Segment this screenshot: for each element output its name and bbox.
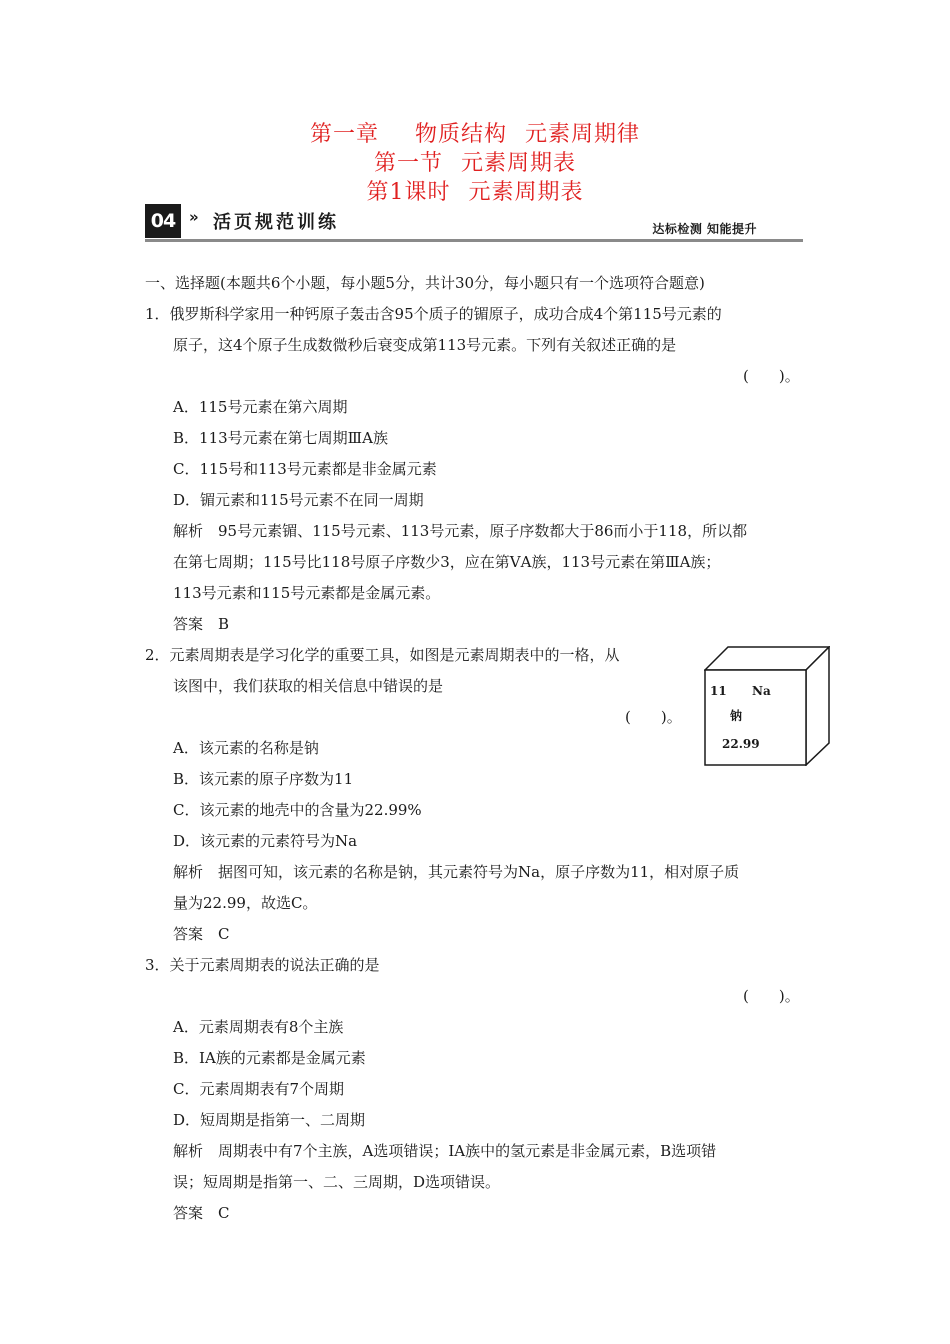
q2-option-d: D．该元素的元素符号为Na bbox=[173, 832, 358, 850]
q2-explanation-line1: 解析 据图可知，该元素的名称是钠，其元素符号为Na，原子序数为11，相对原子质 bbox=[173, 863, 740, 881]
q1-stem-line2: 原子，这4个原子生成数微秒后衰变成第113号元素。下列有关叙述正确的是 bbox=[173, 336, 677, 354]
chapter-subtopic: 元素周期律 bbox=[525, 122, 641, 147]
q1-option-a: A．115号元素在第六周期 bbox=[173, 398, 348, 416]
cell-name: 钠 bbox=[730, 709, 743, 723]
q1-explanation-line2: 在第七周期；115号比118号原子序数少3，应在第ⅤA族，113号元素在第ⅢA族； bbox=[173, 553, 721, 571]
title-line-2 bbox=[0, 149, 950, 178]
banner-rule bbox=[145, 239, 803, 242]
q2-stem-line1: 2．元素周期表是学习化学的重要工具，如图是元素周期表中的一格，从 bbox=[145, 646, 620, 664]
section-badge: 04 bbox=[145, 204, 181, 238]
q3-answer: 答案 C bbox=[173, 1204, 230, 1222]
q1-explanation-line3: 113号元素和115号元素都是金属元素。 bbox=[173, 584, 441, 602]
q3-option-d: D．短周期是指第一、二周期 bbox=[173, 1111, 366, 1129]
q1-stem-line1: 1．俄罗斯科学家用一种钙原子轰击含95个质子的镅原子，成功合成4个第115号元素的 bbox=[145, 305, 722, 323]
q2-option-c: C．该元素的地壳中的含量为22.99% bbox=[173, 801, 422, 819]
q2-explanation-line2: 量为22.99，故选C。 bbox=[173, 894, 318, 912]
q2-answer: 答案 C bbox=[173, 925, 230, 943]
element-cell-figure bbox=[704, 646, 830, 766]
q3-stem-line1: 3．关于元素周期表的说法正确的是 bbox=[145, 956, 380, 974]
q1-answer-blank: ( )。 bbox=[743, 367, 800, 385]
cell-symbol: Na bbox=[752, 684, 771, 698]
q1-option-c: C．115号和113号元素都是非金属元素 bbox=[173, 460, 437, 478]
q3-option-c: C．元素周期表有7个周期 bbox=[173, 1080, 345, 1098]
q3-explanation-line1: 解析 周期表中有7个主族，A选项错误；ⅠA族中的氢元素是非金属元素，B选项错 bbox=[173, 1142, 717, 1160]
element-cell-box bbox=[704, 646, 830, 766]
q1-option-b: B．113号元素在第七周期ⅢA族 bbox=[173, 429, 388, 447]
chapter-label: 第一章 bbox=[309, 122, 379, 147]
chapter-titles bbox=[0, 120, 950, 207]
lesson-label: 第1课时 bbox=[366, 180, 451, 205]
q1-option-d: D．镅元素和115号元素不在同一周期 bbox=[173, 491, 424, 509]
q2-option-a: A．该元素的名称是钠 bbox=[173, 739, 319, 757]
title-line-3 bbox=[0, 178, 950, 207]
q2-answer-blank: ( )。 bbox=[625, 708, 682, 726]
q3-answer-blank: ( )。 bbox=[743, 987, 800, 1005]
practice-banner bbox=[145, 204, 803, 242]
lesson-topic: 元素周期表 bbox=[468, 180, 584, 205]
cell-mass: 22.99 bbox=[722, 737, 760, 751]
banner-heading: 活页规范训练 bbox=[213, 212, 339, 233]
title-line-1 bbox=[0, 120, 950, 149]
instructions: 一、选择题(本题共6个小题，每小题5分，共计30分，每小题只有一个选项符合题意) bbox=[145, 274, 705, 292]
q3-option-a: A．元素周期表有8个主族 bbox=[173, 1018, 344, 1036]
chapter-topic: 物质结构 bbox=[414, 122, 507, 147]
q1-answer: 答案 B bbox=[173, 615, 230, 633]
q2-stem-line2: 该图中，我们获取的相关信息中错误的是 bbox=[173, 677, 444, 695]
section-label: 第一节 bbox=[373, 151, 443, 176]
q1-explanation-line1: 解析 95号元素镅、115号元素、113号元素，原子序数都大于86而小于118，所以都 bbox=[173, 522, 748, 540]
q3-explanation-line2: 误；短周期是指第一、二、三周期，D选项错误。 bbox=[173, 1173, 501, 1191]
banner-subheading: 达标检测 知能提升 bbox=[652, 222, 757, 236]
chevron-icon: » bbox=[189, 208, 199, 226]
q2-option-b: B．该元素的原子序数为11 bbox=[173, 770, 354, 788]
q3-option-b: B．ⅠA族的元素都是金属元素 bbox=[173, 1049, 366, 1067]
section-topic: 元素周期表 bbox=[461, 151, 577, 176]
cell-atomic-number: 11 bbox=[710, 684, 727, 698]
